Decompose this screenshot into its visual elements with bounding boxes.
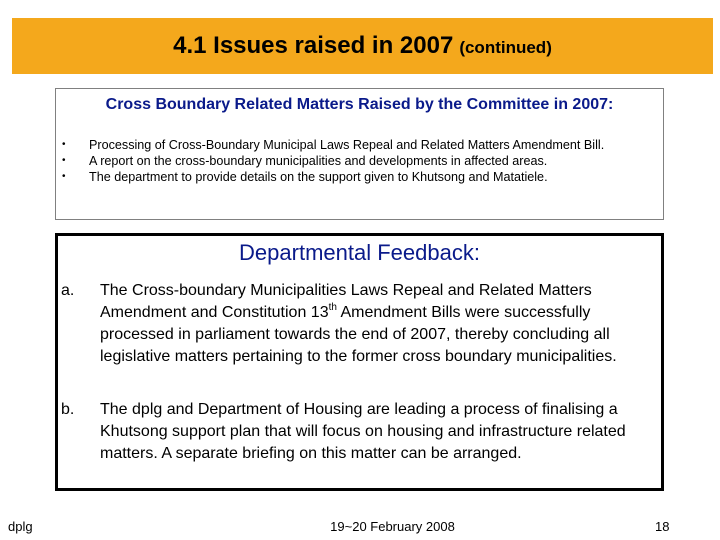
- item-marker: b.: [61, 401, 75, 418]
- title-bar: [12, 18, 713, 74]
- ordinal-superscript: th: [328, 301, 337, 313]
- committee-issues-heading: Cross Boundary Related Matters Raised by the Committee in 2007:: [105, 96, 614, 113]
- feedback-item-text: The dplg and Department of Housing are leading a process of finalising a Khutsong support plan that will focus on housing and infrastructure related matters. A separate briefing on this matter can be arranged.: [100, 401, 626, 462]
- footer-date: 19~20 February 2008: [330, 519, 455, 534]
- bullet-icon: •: [62, 171, 66, 182]
- list-item: [62, 169, 659, 185]
- item-marker: a.: [61, 282, 75, 299]
- list-item: [62, 153, 659, 169]
- list-item-text: A report on the cross-boundary municipalities and developments in affected areas.: [89, 154, 548, 168]
- list-item-text: Processing of Cross-Boundary Municipal Laws Repeal and Related Matters Amendment Bill.: [89, 138, 605, 152]
- list-item: [62, 137, 659, 153]
- list-item-text: The department to provide details on the support given to Khutsong and Matatiele.: [89, 170, 548, 184]
- bullet-icon: •: [62, 155, 66, 166]
- feedback-item-text: [100, 280, 655, 368]
- page-subtitle: (continued): [459, 38, 552, 57]
- departmental-feedback-box: [55, 233, 664, 491]
- feedback-text-part: Amendment Bills were successfully processed in parliament towards the end of 2007, thereby concluding all legislative matters pertaining to the former cross boundary municipalities.: [100, 304, 617, 365]
- page-number: 18: [655, 519, 670, 534]
- footer-org: dplg: [8, 519, 33, 534]
- departmental-feedback-heading: Departmental Feedback:: [239, 240, 480, 265]
- committee-issues-box: [55, 88, 664, 220]
- committee-issues-list: [62, 137, 659, 185]
- feedback-text-part: The Cross-boundary Municipalities Laws Repeal and Related Matters Amendment and Constitution 13: [100, 282, 592, 321]
- page-title: 4.1 Issues raised in 2007: [173, 32, 454, 59]
- bullet-icon: •: [62, 139, 66, 150]
